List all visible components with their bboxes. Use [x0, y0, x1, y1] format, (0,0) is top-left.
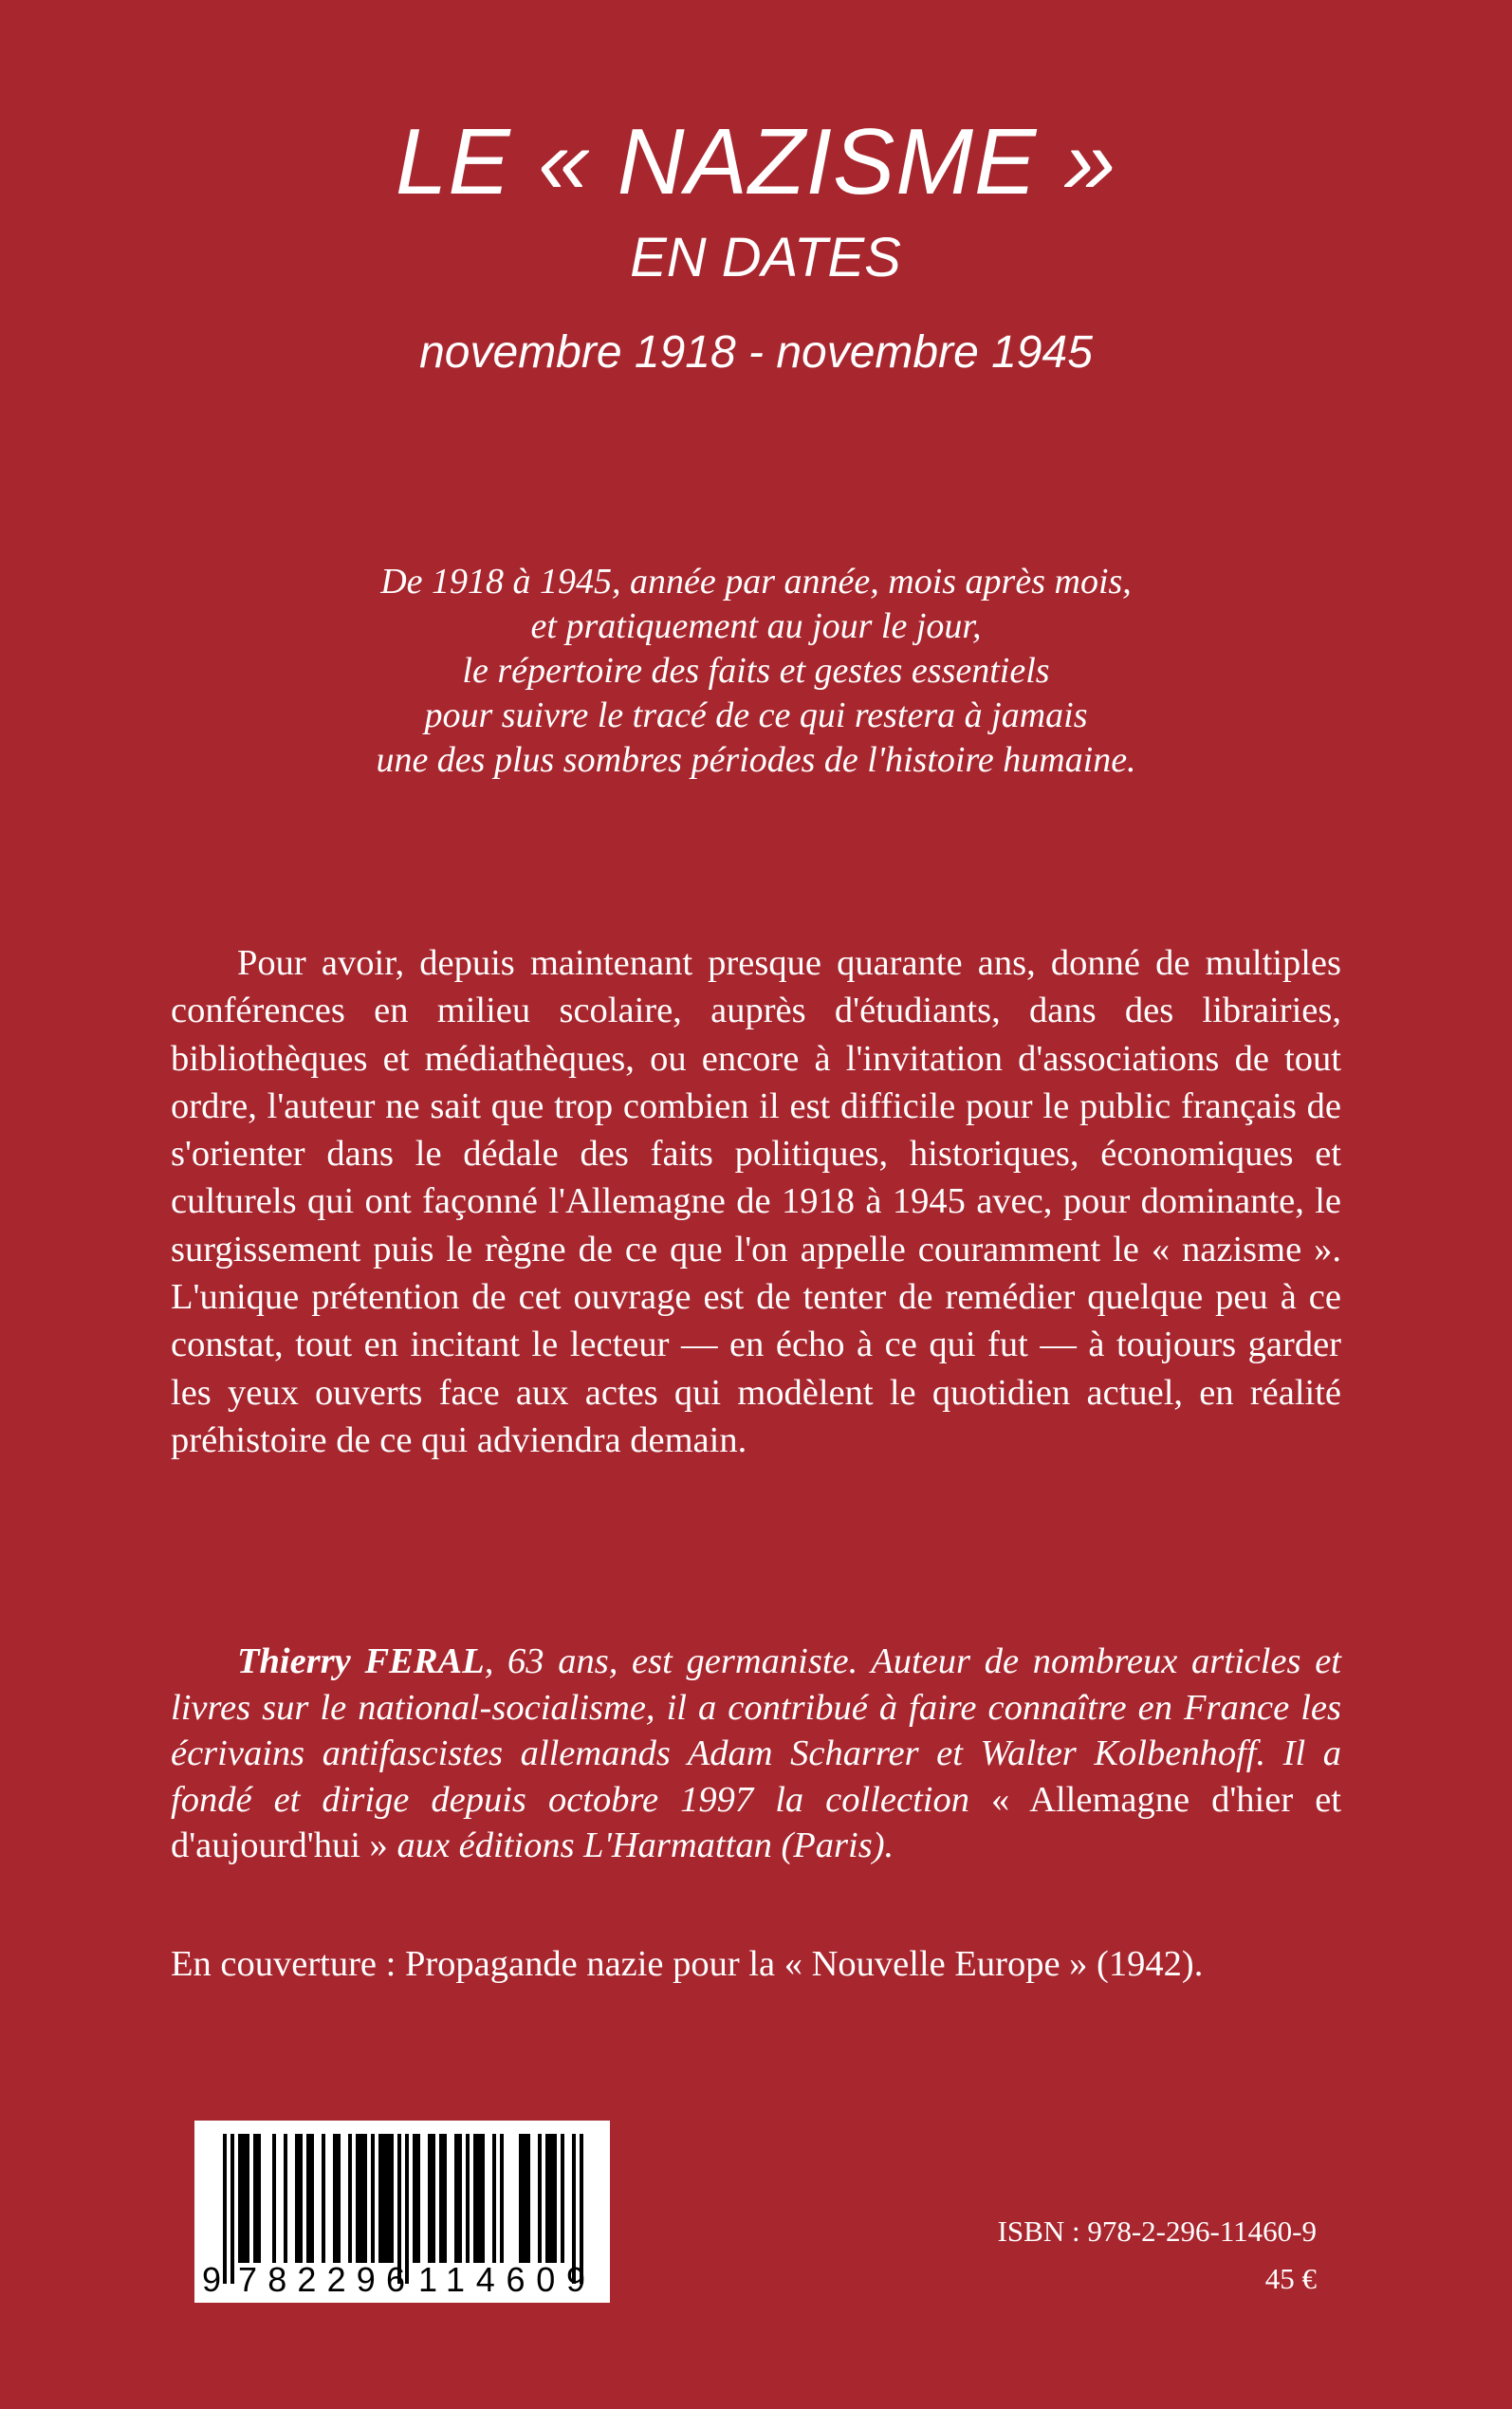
barcode-bar: [299, 2134, 303, 2263]
barcode-bar: [257, 2134, 261, 2263]
barcode-bar: [549, 2134, 553, 2263]
barcode-graphic: [194, 2121, 610, 2303]
barcode-bar: [538, 2134, 542, 2263]
barcode-bar: [356, 2134, 360, 2263]
tagline-line: et pratiquement au jour le jour,: [530, 606, 982, 646]
barcode-bar: [466, 2134, 470, 2263]
barcode-bar: [519, 2134, 523, 2263]
bio-text: , 63 ans, est germaniste. Auteur de nombreux articles et livres sur le national-socialisme, il a contribué à faire connaître en France les écrivains antifascistes allemands Adam Scharrer et Walter Kolbenhoff. Il a fondé et dirige depuis octobre 1997 la collection: [171, 1641, 1341, 1820]
barcode-bar: [363, 2134, 367, 2263]
date-range: novembre 1918 - novembre 1945: [419, 327, 1093, 378]
barcode: [194, 2121, 610, 2303]
book-title: LE « NAZISME »: [395, 109, 1117, 213]
tagline: [142, 560, 1370, 783]
price: 45 €: [1264, 2262, 1317, 2295]
tagline-line: De 1918 à 1945, année par année, mois après mois,: [380, 562, 1132, 602]
barcode-bar: [545, 2134, 549, 2263]
barcode-bar: [295, 2134, 299, 2263]
tagline-line: le répertoire des faits et gestes essentiels: [462, 651, 1050, 691]
barcode-bar: [322, 2134, 325, 2263]
barcode-bar: [416, 2134, 420, 2263]
book-subtitle: EN DATES: [630, 227, 901, 288]
bio-text-end: aux éditions L'Harmattan (Paris).: [387, 1825, 894, 1865]
barcode-bar: [246, 2134, 249, 2263]
barcode-bar: [333, 2134, 337, 2263]
barcode-bar: [458, 2134, 462, 2263]
barcode-bar: [337, 2134, 341, 2263]
barcode-bar: [492, 2134, 496, 2263]
author-name: Thierry FERAL: [237, 1641, 485, 1681]
barcode-bar: [371, 2134, 375, 2263]
barcode-bar: [382, 2134, 386, 2263]
barcode-bar: [306, 2134, 310, 2263]
collection-name: « Allemagne d'hier et d'aujourd'hui »: [171, 1779, 1341, 1865]
barcode-bar: [553, 2134, 557, 2263]
barcode-bar: [253, 2134, 257, 2263]
barcode-bar: [439, 2134, 443, 2263]
barcode-digits-right: 114609: [418, 2260, 585, 2299]
cover-credit: En couverture : Propagande nazie pour la « Nouvelle Europe » (1942).: [171, 1944, 1204, 1984]
barcode-bar: [526, 2134, 530, 2263]
barcode-bar: [284, 2134, 287, 2263]
barcode-bar: [477, 2134, 481, 2263]
barcode-bar: [390, 2134, 394, 2263]
barcode-bar: [500, 2134, 504, 2263]
barcode-bar: [378, 2134, 382, 2263]
barcode-bar: [413, 2134, 416, 2263]
barcode-digits-left: 782296: [238, 2260, 405, 2299]
barcode-bar: [223, 2134, 227, 2284]
barcode-bar: [432, 2134, 435, 2263]
isbn: ISBN : 978-2-296-11460-9: [997, 2214, 1317, 2248]
barcode-bar: [310, 2134, 314, 2263]
barcode-bar: [473, 2134, 477, 2263]
barcode-bar: [405, 2134, 409, 2284]
barcode-bar: [523, 2134, 526, 2263]
barcode-bar: [242, 2134, 246, 2263]
barcode-bar: [348, 2134, 352, 2263]
barcode-bar: [230, 2134, 234, 2284]
barcode-bar: [272, 2134, 276, 2263]
author-bio: [171, 1639, 1341, 1869]
barcode-bar: [561, 2134, 564, 2263]
tagline-line: une des plus sombres périodes de l'histoire humaine.: [376, 740, 1136, 780]
barcode-bar: [428, 2134, 432, 2263]
tagline-line: pour suivre le tracé de ce qui restera à jamais: [424, 695, 1088, 735]
barcode-bar: [386, 2134, 390, 2263]
barcode-bar: [238, 2134, 242, 2263]
barcode-bar: [481, 2134, 485, 2263]
barcode-bar: [360, 2134, 363, 2263]
description-paragraph: Pour avoir, depuis maintenant presque quarante ans, donné de multiples conférences en milieu scolaire, auprès d'étudiants, dans des librairies, bibliothèques et médiathèques, ou encore à l'invitation d'associations de tout ordre, l'auteur ne sait que trop combien il est difficile pour le public français de s'orienter dans le dédale des faits politiques, historiques, économiques et culturels qui ont façonné l'Allemagne de 1918 à 1945 avec, pour dominante, le surgissement puis le règne de ce que l'on appelle couramment le « nazisme ». L'unique prétention de cet ouvrage est de tenter de remédier quelque peu à ce constat, tout en incitant le lecteur — en écho à ce qui fut — à toujours garder les yeux ouverts face aux actes qui modèlent le quotidien actuel, en réalité préhistoire de ce qui adviendra demain.: [171, 943, 1341, 1460]
barcode-bar: [454, 2134, 458, 2263]
barcode-first-digit: 9: [202, 2260, 222, 2299]
barcode-bar: [443, 2134, 447, 2263]
